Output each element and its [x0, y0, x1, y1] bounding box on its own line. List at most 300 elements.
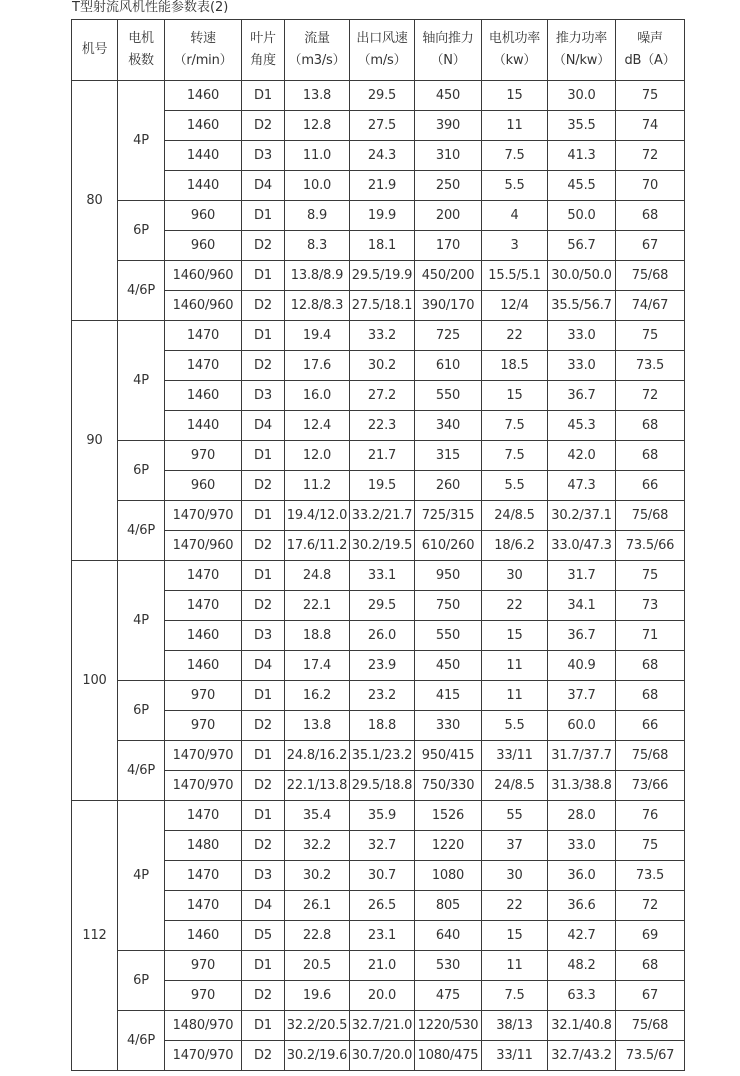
speed-cell: 960 [165, 201, 242, 231]
axial-thrust-cell: 950/415 [415, 741, 482, 771]
outlet-velocity-cell: 30.2/19.5 [350, 531, 415, 561]
speed-cell: 1440 [165, 141, 242, 171]
noise-cell: 73.5/66 [616, 531, 685, 561]
noise-cell: 66 [616, 471, 685, 501]
header-axial-thrust [415, 20, 482, 81]
thrust-per-power-cell: 48.2 [548, 951, 616, 981]
flow-cell: 22.8 [285, 921, 350, 951]
thrust-per-power-cell: 35.5/56.7 [548, 291, 616, 321]
outlet-velocity-cell: 30.7 [350, 861, 415, 891]
outlet-velocity-cell: 24.3 [350, 141, 415, 171]
outlet-velocity-cell: 32.7/21.0 [350, 1011, 415, 1041]
table-row [72, 501, 685, 531]
thrust-per-power-cell: 30.2/37.1 [548, 501, 616, 531]
outlet-velocity-cell: 29.5/18.8 [350, 771, 415, 801]
header-unit: （m3/s） [288, 53, 346, 68]
axial-thrust-cell: 550 [415, 381, 482, 411]
thrust-per-power-cell: 33.0/47.3 [548, 531, 616, 561]
axial-thrust-cell: 640 [415, 921, 482, 951]
speed-cell: 1460/960 [165, 291, 242, 321]
flow-cell: 13.8/8.9 [285, 261, 350, 291]
noise-cell: 68 [616, 951, 685, 981]
thrust-per-power-cell: 34.1 [548, 591, 616, 621]
noise-cell: 73 [616, 591, 685, 621]
blade-angle-cell: D2 [242, 231, 285, 261]
header-unit: （r/min） [173, 53, 233, 68]
outlet-velocity-cell: 21.0 [350, 951, 415, 981]
outlet-velocity-cell: 18.1 [350, 231, 415, 261]
noise-cell: 68 [616, 411, 685, 441]
motor-power-cell: 5.5 [482, 711, 548, 741]
outlet-velocity-cell: 21.9 [350, 171, 415, 201]
outlet-velocity-cell: 26.0 [350, 621, 415, 651]
table-row [72, 741, 685, 771]
blade-angle-cell: D1 [242, 951, 285, 981]
fan-performance-table [71, 19, 685, 1071]
table-row [72, 201, 685, 231]
flow-cell: 16.2 [285, 681, 350, 711]
blade-angle-cell: D2 [242, 981, 285, 1011]
axial-thrust-cell: 390 [415, 111, 482, 141]
axial-thrust-cell: 1220 [415, 831, 482, 861]
axial-thrust-cell: 340 [415, 411, 482, 441]
thrust-per-power-cell: 33.0 [548, 351, 616, 381]
speed-cell: 1470/970 [165, 771, 242, 801]
header-label: 机号 [81, 42, 108, 57]
axial-thrust-cell: 610 [415, 351, 482, 381]
noise-cell: 75/68 [616, 1011, 685, 1041]
blade-angle-cell: D3 [242, 621, 285, 651]
noise-cell: 71 [616, 621, 685, 651]
thrust-per-power-cell: 31.7 [548, 561, 616, 591]
noise-cell: 74 [616, 111, 685, 141]
noise-cell: 73.5/67 [616, 1041, 685, 1071]
noise-cell: 70 [616, 171, 685, 201]
axial-thrust-cell: 750/330 [415, 771, 482, 801]
thrust-per-power-cell: 47.3 [548, 471, 616, 501]
motor-power-cell: 15.5/5.1 [482, 261, 548, 291]
header-flow [285, 20, 350, 81]
axial-thrust-cell: 450 [415, 81, 482, 111]
axial-thrust-cell: 200 [415, 201, 482, 231]
thrust-per-power-cell: 36.6 [548, 891, 616, 921]
motor-poles-cell: 4/6P [118, 741, 165, 801]
flow-cell: 24.8/16.2 [285, 741, 350, 771]
flow-cell: 26.1 [285, 891, 350, 921]
outlet-velocity-cell: 18.8 [350, 711, 415, 741]
axial-thrust-cell: 1220/530 [415, 1011, 482, 1041]
speed-cell: 1470/970 [165, 1041, 242, 1071]
motor-poles-cell: 6P [118, 201, 165, 261]
axial-thrust-cell: 260 [415, 471, 482, 501]
thrust-per-power-cell: 30.0 [548, 81, 616, 111]
blade-angle-cell: D2 [242, 591, 285, 621]
motor-power-cell: 5.5 [482, 471, 548, 501]
axial-thrust-cell: 530 [415, 951, 482, 981]
flow-cell: 13.8 [285, 81, 350, 111]
flow-cell: 13.8 [285, 711, 350, 741]
flow-cell: 19.4 [285, 321, 350, 351]
axial-thrust-cell: 725 [415, 321, 482, 351]
outlet-velocity-cell: 26.5 [350, 891, 415, 921]
blade-angle-cell: D4 [242, 171, 285, 201]
flow-cell: 22.1/13.8 [285, 771, 350, 801]
header-outlet-velocity [350, 20, 415, 81]
blade-angle-cell: D4 [242, 651, 285, 681]
motor-power-cell: 11 [482, 681, 548, 711]
thrust-per-power-cell: 36.7 [548, 381, 616, 411]
noise-cell: 72 [616, 141, 685, 171]
flow-cell: 22.1 [285, 591, 350, 621]
header-unit: （kw） [492, 53, 537, 68]
outlet-velocity-cell: 21.7 [350, 441, 415, 471]
blade-angle-cell: D4 [242, 411, 285, 441]
flow-cell: 11.2 [285, 471, 350, 501]
speed-cell: 1480 [165, 831, 242, 861]
header-row [72, 20, 685, 81]
outlet-velocity-cell: 27.5 [350, 111, 415, 141]
thrust-per-power-cell: 31.7/37.7 [548, 741, 616, 771]
thrust-per-power-cell: 33.0 [548, 831, 616, 861]
noise-cell: 75/68 [616, 741, 685, 771]
blade-angle-cell: D2 [242, 711, 285, 741]
flow-cell: 32.2/20.5 [285, 1011, 350, 1041]
speed-cell: 970 [165, 441, 242, 471]
flow-cell: 11.0 [285, 141, 350, 171]
flow-cell: 8.3 [285, 231, 350, 261]
flow-cell: 24.8 [285, 561, 350, 591]
thrust-per-power-cell: 32.7/43.2 [548, 1041, 616, 1071]
thrust-per-power-cell: 40.9 [548, 651, 616, 681]
outlet-velocity-cell: 23.9 [350, 651, 415, 681]
thrust-per-power-cell: 28.0 [548, 801, 616, 831]
axial-thrust-cell: 610/260 [415, 531, 482, 561]
axial-thrust-cell: 475 [415, 981, 482, 1011]
blade-angle-cell: D1 [242, 201, 285, 231]
blade-angle-cell: D2 [242, 111, 285, 141]
speed-cell: 1470 [165, 561, 242, 591]
outlet-velocity-cell: 22.3 [350, 411, 415, 441]
table-row [72, 561, 685, 591]
blade-angle-cell: D1 [242, 261, 285, 291]
outlet-velocity-cell: 35.1/23.2 [350, 741, 415, 771]
machine-no-cell: 90 [72, 321, 118, 561]
speed-cell: 970 [165, 711, 242, 741]
speed-cell: 1470 [165, 801, 242, 831]
motor-poles-cell: 4/6P [118, 261, 165, 321]
speed-cell: 1470/970 [165, 501, 242, 531]
speed-cell: 1470 [165, 351, 242, 381]
noise-cell: 72 [616, 891, 685, 921]
blade-angle-cell: D2 [242, 1041, 285, 1071]
motor-power-cell: 15 [482, 381, 548, 411]
motor-power-cell: 55 [482, 801, 548, 831]
speed-cell: 1470/970 [165, 741, 242, 771]
flow-cell: 32.2 [285, 831, 350, 861]
header-thrust-per-power [548, 20, 616, 81]
speed-cell: 1440 [165, 171, 242, 201]
motor-poles-cell: 4P [118, 81, 165, 201]
thrust-per-power-cell: 36.0 [548, 861, 616, 891]
motor-power-cell: 7.5 [482, 411, 548, 441]
flow-cell: 12.8 [285, 111, 350, 141]
motor-poles-cell: 6P [118, 951, 165, 1011]
thrust-per-power-cell: 41.3 [548, 141, 616, 171]
blade-angle-cell: D2 [242, 351, 285, 381]
header-blade-angle [242, 20, 285, 81]
speed-cell: 1460 [165, 111, 242, 141]
table-row [72, 441, 685, 471]
table-title: T型射流风机性能参数表(2) [72, 0, 229, 15]
outlet-velocity-cell: 32.7 [350, 831, 415, 861]
flow-cell: 12.0 [285, 441, 350, 471]
flow-cell: 12.8/8.3 [285, 291, 350, 321]
outlet-velocity-cell: 23.2 [350, 681, 415, 711]
axial-thrust-cell: 450/200 [415, 261, 482, 291]
outlet-velocity-cell: 30.2 [350, 351, 415, 381]
outlet-velocity-cell: 19.9 [350, 201, 415, 231]
thrust-per-power-cell: 36.7 [548, 621, 616, 651]
outlet-velocity-cell: 19.5 [350, 471, 415, 501]
blade-angle-cell: D1 [242, 1011, 285, 1041]
axial-thrust-cell: 950 [415, 561, 482, 591]
thrust-per-power-cell: 56.7 [548, 231, 616, 261]
blade-angle-cell: D2 [242, 831, 285, 861]
outlet-velocity-cell: 29.5 [350, 81, 415, 111]
speed-cell: 1480/970 [165, 1011, 242, 1041]
thrust-per-power-cell: 42.0 [548, 441, 616, 471]
header-unit: （N/kw） [552, 53, 611, 68]
speed-cell: 1470 [165, 891, 242, 921]
motor-power-cell: 18.5 [482, 351, 548, 381]
thrust-per-power-cell: 31.3/38.8 [548, 771, 616, 801]
noise-cell: 68 [616, 441, 685, 471]
noise-cell: 73/66 [616, 771, 685, 801]
noise-cell: 75 [616, 561, 685, 591]
table-row [72, 681, 685, 711]
header-unit: 角度 [250, 53, 276, 68]
thrust-per-power-cell: 63.3 [548, 981, 616, 1011]
table-body [72, 81, 685, 1071]
header-unit: dB（A） [624, 53, 676, 68]
table-row [72, 801, 685, 831]
thrust-per-power-cell: 42.7 [548, 921, 616, 951]
flow-cell: 30.2 [285, 861, 350, 891]
table-row [72, 1011, 685, 1041]
axial-thrust-cell: 330 [415, 711, 482, 741]
speed-cell: 1460/960 [165, 261, 242, 291]
motor-power-cell: 5.5 [482, 171, 548, 201]
motor-power-cell: 7.5 [482, 441, 548, 471]
motor-poles-cell: 6P [118, 681, 165, 741]
outlet-velocity-cell: 30.7/20.0 [350, 1041, 415, 1071]
outlet-velocity-cell: 29.5/19.9 [350, 261, 415, 291]
blade-angle-cell: D5 [242, 921, 285, 951]
speed-cell: 960 [165, 231, 242, 261]
header-speed [165, 20, 242, 81]
outlet-velocity-cell: 29.5 [350, 591, 415, 621]
header-noise [616, 20, 685, 81]
noise-cell: 75 [616, 81, 685, 111]
noise-cell: 68 [616, 681, 685, 711]
noise-cell: 76 [616, 801, 685, 831]
axial-thrust-cell: 550 [415, 621, 482, 651]
speed-cell: 1470 [165, 591, 242, 621]
speed-cell: 970 [165, 951, 242, 981]
noise-cell: 68 [616, 201, 685, 231]
flow-cell: 10.0 [285, 171, 350, 201]
flow-cell: 19.4/12.0 [285, 501, 350, 531]
outlet-velocity-cell: 33.2 [350, 321, 415, 351]
blade-angle-cell: D1 [242, 741, 285, 771]
motor-power-cell: 22 [482, 321, 548, 351]
noise-cell: 75 [616, 321, 685, 351]
header-label: 噪声 [637, 31, 663, 46]
speed-cell: 1460 [165, 381, 242, 411]
noise-cell: 74/67 [616, 291, 685, 321]
thrust-per-power-cell: 37.7 [548, 681, 616, 711]
header-unit: （N） [430, 53, 466, 68]
blade-angle-cell: D2 [242, 531, 285, 561]
speed-cell: 1460 [165, 621, 242, 651]
flow-cell: 16.0 [285, 381, 350, 411]
noise-cell: 75/68 [616, 501, 685, 531]
motor-poles-cell: 6P [118, 441, 165, 501]
thrust-per-power-cell: 30.0/50.0 [548, 261, 616, 291]
header-label: 转速 [190, 31, 216, 46]
speed-cell: 1460 [165, 921, 242, 951]
motor-poles-cell: 4/6P [118, 1011, 165, 1071]
header-unit: （m/s） [357, 53, 407, 68]
blade-angle-cell: D3 [242, 381, 285, 411]
speed-cell: 1470 [165, 321, 242, 351]
blade-angle-cell: D1 [242, 441, 285, 471]
header-label: 电机功率 [488, 31, 541, 46]
motor-power-cell: 7.5 [482, 981, 548, 1011]
blade-angle-cell: D1 [242, 681, 285, 711]
header-motor-poles [118, 20, 165, 81]
thrust-per-power-cell: 60.0 [548, 711, 616, 741]
blade-angle-cell: D1 [242, 81, 285, 111]
axial-thrust-cell: 1080/475 [415, 1041, 482, 1071]
header-motor-power [482, 20, 548, 81]
motor-power-cell: 12/4 [482, 291, 548, 321]
flow-cell: 18.8 [285, 621, 350, 651]
motor-power-cell: 22 [482, 591, 548, 621]
motor-power-cell: 24/8.5 [482, 771, 548, 801]
blade-angle-cell: D3 [242, 861, 285, 891]
outlet-velocity-cell: 27.2 [350, 381, 415, 411]
speed-cell: 960 [165, 471, 242, 501]
blade-angle-cell: D1 [242, 321, 285, 351]
axial-thrust-cell: 750 [415, 591, 482, 621]
axial-thrust-cell: 1526 [415, 801, 482, 831]
motor-power-cell: 18/6.2 [482, 531, 548, 561]
outlet-velocity-cell: 33.1 [350, 561, 415, 591]
thrust-per-power-cell: 32.1/40.8 [548, 1011, 616, 1041]
speed-cell: 1460 [165, 651, 242, 681]
motor-power-cell: 33/11 [482, 741, 548, 771]
blade-angle-cell: D2 [242, 771, 285, 801]
outlet-velocity-cell: 23.1 [350, 921, 415, 951]
flow-cell: 17.6/11.2 [285, 531, 350, 561]
thrust-per-power-cell: 33.0 [548, 321, 616, 351]
flow-cell: 20.5 [285, 951, 350, 981]
speed-cell: 1470 [165, 861, 242, 891]
motor-power-cell: 3 [482, 231, 548, 261]
noise-cell: 73.5 [616, 351, 685, 381]
speed-cell: 970 [165, 981, 242, 1011]
axial-thrust-cell: 725/315 [415, 501, 482, 531]
header-label: 出口风速 [356, 31, 408, 46]
axial-thrust-cell: 170 [415, 231, 482, 261]
speed-cell: 1440 [165, 411, 242, 441]
header-label: 流量 [304, 31, 330, 46]
blade-angle-cell: D2 [242, 291, 285, 321]
table-row [72, 951, 685, 981]
outlet-velocity-cell: 20.0 [350, 981, 415, 1011]
motor-power-cell: 11 [482, 651, 548, 681]
axial-thrust-cell: 250 [415, 171, 482, 201]
speed-cell: 1470/960 [165, 531, 242, 561]
header-label: 推力功率 [555, 31, 608, 46]
motor-power-cell: 22 [482, 891, 548, 921]
header-machine-no [72, 20, 118, 81]
noise-cell: 67 [616, 981, 685, 1011]
table-row [72, 81, 685, 111]
speed-cell: 1460 [165, 81, 242, 111]
motor-power-cell: 15 [482, 81, 548, 111]
flow-cell: 17.6 [285, 351, 350, 381]
outlet-velocity-cell: 35.9 [350, 801, 415, 831]
motor-power-cell: 11 [482, 951, 548, 981]
noise-cell: 73.5 [616, 861, 685, 891]
thrust-per-power-cell: 45.5 [548, 171, 616, 201]
blade-angle-cell: D4 [242, 891, 285, 921]
motor-poles-cell: 4P [118, 321, 165, 441]
motor-power-cell: 33/11 [482, 1041, 548, 1071]
thrust-per-power-cell: 45.3 [548, 411, 616, 441]
flow-cell: 35.4 [285, 801, 350, 831]
motor-power-cell: 30 [482, 561, 548, 591]
motor-power-cell: 38/13 [482, 1011, 548, 1041]
blade-angle-cell: D2 [242, 471, 285, 501]
header-unit: 极数 [128, 53, 154, 68]
motor-power-cell: 15 [482, 621, 548, 651]
table-row [72, 261, 685, 291]
header-label: 电机 [128, 31, 154, 46]
axial-thrust-cell: 390/170 [415, 291, 482, 321]
thrust-per-power-cell: 50.0 [548, 201, 616, 231]
noise-cell: 72 [616, 381, 685, 411]
noise-cell: 75 [616, 831, 685, 861]
machine-no-cell: 100 [72, 561, 118, 801]
header-label: 叶片 [250, 31, 276, 46]
outlet-velocity-cell: 27.5/18.1 [350, 291, 415, 321]
flow-cell: 8.9 [285, 201, 350, 231]
axial-thrust-cell: 450 [415, 651, 482, 681]
noise-cell: 68 [616, 651, 685, 681]
motor-power-cell: 15 [482, 921, 548, 951]
axial-thrust-cell: 805 [415, 891, 482, 921]
flow-cell: 19.6 [285, 981, 350, 1011]
axial-thrust-cell: 1080 [415, 861, 482, 891]
motor-power-cell: 7.5 [482, 141, 548, 171]
noise-cell: 75/68 [616, 261, 685, 291]
flow-cell: 30.2/19.6 [285, 1041, 350, 1071]
table-row [72, 321, 685, 351]
flow-cell: 17.4 [285, 651, 350, 681]
